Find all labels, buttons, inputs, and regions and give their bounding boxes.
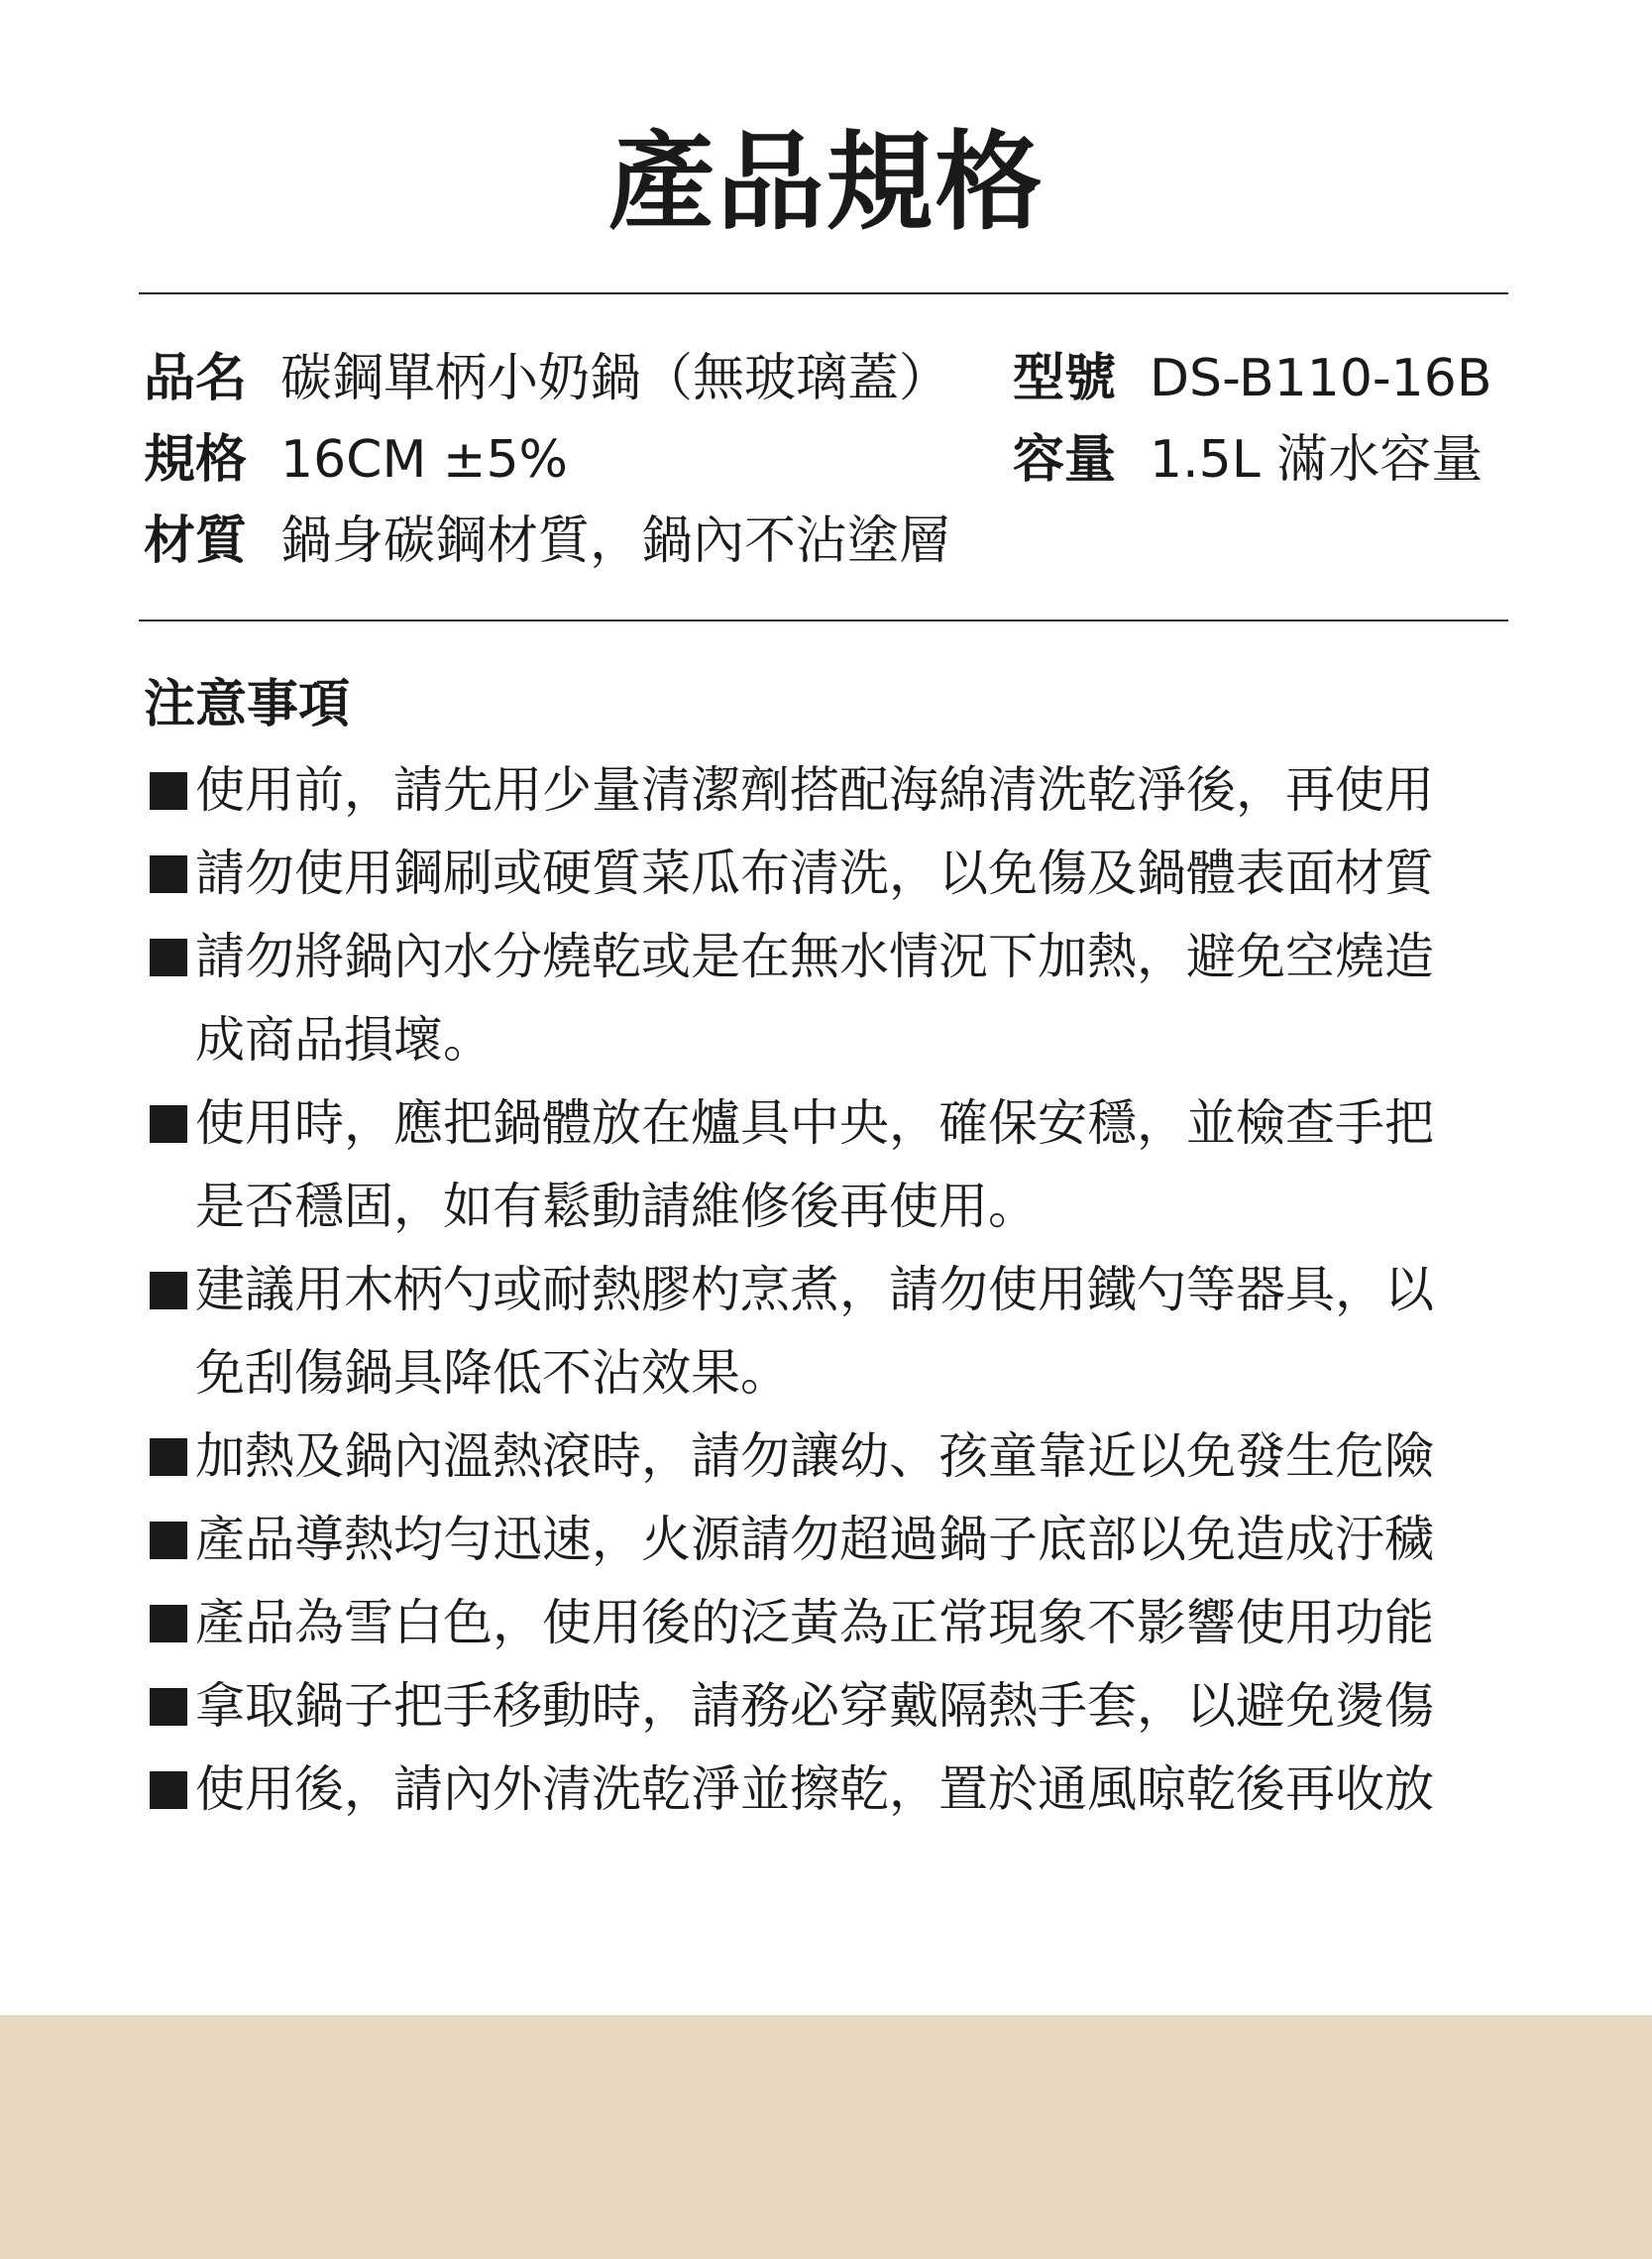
spec-capacity-value: 1.5L 滿水容量 xyxy=(1150,430,1484,490)
spec-material xyxy=(144,507,950,576)
divider-bottom xyxy=(139,620,1508,621)
square-bullet-icon xyxy=(150,1522,187,1559)
footer-band xyxy=(0,2015,1652,2259)
square-bullet-icon xyxy=(150,1105,187,1143)
note-item xyxy=(144,832,1511,915)
note-text-line: 免刮傷鍋具降低不沾效果。 xyxy=(195,1344,790,1402)
note-item xyxy=(144,1081,1511,1248)
note-text-line: 產品導熱均勻迅速，火源請勿超過鍋子底部以免造成汙穢 xyxy=(195,1511,1434,1568)
spec-model-label: 型號 xyxy=(1013,349,1117,408)
spec-capacity xyxy=(1013,425,1483,495)
square-bullet-icon xyxy=(150,1438,187,1476)
spec-capacity-label: 容量 xyxy=(1013,430,1117,490)
notes-list xyxy=(144,748,1511,1831)
note-text-line: 建議用木柄勺或耐熱膠杓烹煮，請勿使用鐵勺等器具，以 xyxy=(195,1261,1434,1318)
page-title: 產品規格 xyxy=(607,121,1045,245)
note-text-line: 請勿使用鋼刷或硬質菜瓜布清洗，以免傷及鍋體表面材質 xyxy=(195,845,1434,902)
note-item xyxy=(144,1498,1511,1581)
note-text-line: 使用後，請內外清洗乾淨並擦乾，置於通風晾乾後再收放 xyxy=(195,1760,1434,1818)
square-bullet-icon xyxy=(150,1771,187,1809)
square-bullet-icon xyxy=(150,855,187,893)
divider-top xyxy=(139,292,1508,294)
note-item xyxy=(144,1248,1511,1414)
spec-size xyxy=(144,425,568,495)
square-bullet-icon xyxy=(150,1688,187,1726)
square-bullet-icon xyxy=(150,772,187,810)
note-item xyxy=(144,915,1511,1081)
spec-model-value: DS-B110-16B xyxy=(1150,349,1492,408)
note-item xyxy=(144,1414,1511,1498)
spec-model xyxy=(1013,344,1492,413)
spec-product-name-value: 碳鋼單柄小奶鍋（無玻璃蓋） xyxy=(280,349,951,408)
note-text-line: 是否穩固，如有鬆動請維修後再使用。 xyxy=(195,1178,1038,1235)
note-text-line: 使用前，請先用少量清潔劑搭配海綿清洗乾淨後，再使用 xyxy=(195,761,1434,819)
note-item xyxy=(144,1664,1511,1748)
note-text-line: 產品為雪白色，使用後的泛黃為正常現象不影響使用功能 xyxy=(195,1594,1434,1651)
square-bullet-icon xyxy=(150,1605,187,1642)
spec-size-value: 16CM ±5% xyxy=(280,430,568,490)
note-text-line: 加熱及鍋內溫熱滾時，請勿讓幼、孩童靠近以免發生危險 xyxy=(195,1427,1434,1485)
spec-size-label: 規格 xyxy=(144,430,248,490)
square-bullet-icon xyxy=(150,939,187,976)
spec-material-label: 材質 xyxy=(144,511,248,571)
note-item xyxy=(144,748,1511,832)
note-text-line: 拿取鍋子把手移動時，請務必穿戴隔熱手套，以避免燙傷 xyxy=(195,1677,1434,1735)
spec-product-name xyxy=(144,344,950,413)
note-text-line: 成商品損壞。 xyxy=(195,1011,493,1069)
note-item xyxy=(144,1748,1511,1831)
spec-material-value: 鍋身碳鋼材質，鍋內不沾塗層 xyxy=(280,511,951,571)
note-text-line: 請勿將鍋內水分燒乾或是在無水情況下加熱，避免空燒造 xyxy=(195,928,1434,985)
square-bullet-icon xyxy=(150,1272,187,1309)
note-item xyxy=(144,1581,1511,1664)
spec-product-name-label: 品名 xyxy=(144,349,248,408)
notes-heading: 注意事項 xyxy=(144,675,351,734)
note-text-line: 使用時，應把鍋體放在爐具中央，確保安穩，並檢查手把 xyxy=(195,1094,1434,1152)
